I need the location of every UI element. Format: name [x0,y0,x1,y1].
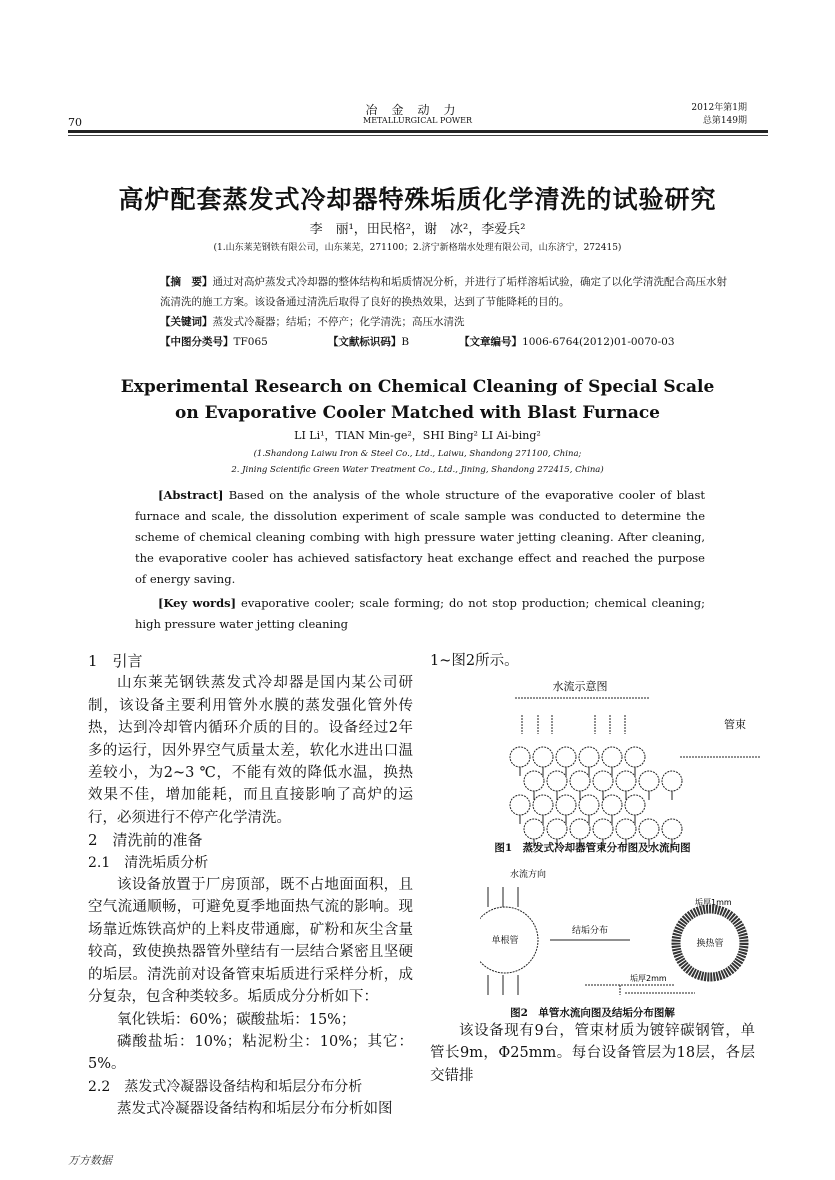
tube-circle [533,795,553,815]
tube-circle [533,747,553,767]
doc-code-label: 【文献标识码】 [327,336,402,348]
tube-circle [556,747,576,767]
authors-en: LI Li¹，TIAN Min-ge²，SHI Bing² LI Ai-bing² [294,429,541,442]
abstract-text: 通过对高炉蒸发式冷却器的整体结构和垢质情况分析，并进行了垢样溶垢试验，确定了以化学清洗配合高压水射流清洗的施工方案。该设备通过清洗后取得了良好的换热效果，达到了节能降耗的目的。 [160,276,727,308]
tube-circle [579,795,599,815]
title-cn: 高炉配套蒸发式冷却器特殊垢质化学清洗的试验研究 [118,185,717,214]
clc-label: 【中图分类号】 [160,336,234,348]
fig1-label-side: 管束 [724,718,746,731]
right-column-bottom [430,1020,755,1087]
section-1-heading: 1 引言 [88,652,143,670]
section-2-1-heading: 2.1 清洗垢质分析 [88,854,209,871]
issue-total: 总第149期 [702,116,747,126]
tube-circle [510,795,530,815]
section-2-2-heading: 2.2 蒸发式冷凝器设备结构和垢层分布分析 [88,1078,363,1095]
abstract-cn [160,272,730,352]
tube-circle [602,747,622,767]
journal-name-cn: 冶金动力 [365,103,470,117]
fig2-label-tube-left: 单根管 [491,936,519,946]
tube-circle [625,795,645,815]
section-1-paragraph: 山东莱芜钢铁蒸发式冷却器是国内某公司研制，该设备主要利用管外水膜的蒸发强化管外传热，达到冷却管内循环介质的目的。设备经过2年多的运行，因外界空气质量太差，软化水进出口温差较小，为2~3 ℃，不能有效的降低水温，换热效果不佳，增加能耗，而且直接影响了高炉的运行，必须进行不停产化学清洗。 [88,675,413,826]
fig2-label-scale2: 垢厚2mm [630,974,667,983]
tube-circle [639,819,659,839]
tube-circle [602,795,622,815]
article-id-value: 1006-6764(2012)01-0070-03 [522,336,675,348]
section-2-1-paragraph: 该设备放置于厂房顶部，既不占地面面积，且空气流通顺畅，可避免夏季地面热气流的影响。现场靠近炼铁高炉的上料皮带通廊，矿粉和灰尘含量较高，致使换热器管外壁结有一层结合紧密且坚硬的垢层。清洗前对设备管束垢质进行采样分析，成分复杂，包含种类较多。垢质成分分析如下： [88,877,413,1006]
keywords-en-text: evaporative cooler; scale forming; do not stop production; chemical cleaning; high pressure water jetting cleaning [135,596,705,631]
fig2-label-arrow: 结垢分布 [571,926,609,936]
title-en-line2: on Evaporative Cooler Matched with Blast Furnace [175,403,660,423]
tube-circle [662,771,682,791]
tube-circle [570,819,590,839]
keywords-text: 蒸发式冷凝器；结垢；不停产；化学清洗；高压水清洗 [212,316,465,328]
journal-name-en: METALLURGICAL POWER [363,116,472,125]
affiliation-en-1: (1.Shandong Laiwu Iron & Steel Co., Ltd., Laiwu, Shandong 271100, China; [253,449,582,459]
figure-2-caption: 图2 单管水流向图及结垢分布图解 [510,1007,675,1019]
abstract-label: 【摘 要】 [160,276,213,288]
figure-1 [480,670,760,850]
affiliation-cn: (1.山东莱芜钢铁有限公司，山东莱芜，271100；2.济宁新格瑞水处理有限公司，山东济宁，272415) [213,243,622,253]
header-rule-thin [68,135,768,136]
left-column [88,650,413,1121]
abstract-en-label: [Abstract] [158,488,224,502]
tube-circle [547,771,567,791]
tube-circle [625,747,645,767]
clc-value: TF065 [233,336,268,348]
tube-circle [570,771,590,791]
tube-circle [616,771,636,791]
page-number: 70 [68,116,82,129]
header-rule [68,130,768,133]
scale-thickness-lines [585,985,695,995]
title-en [0,374,835,426]
keywords-en-label: [Key words] [158,596,237,610]
tube-circle [556,795,576,815]
figure-2 [480,865,750,995]
tube-circle [579,747,599,767]
fig2-label-flow: 水流方向 [510,870,547,880]
scale-composition-2: 磷酸盐垢：10%；粘泥粉尘：10%；其它：5%。 [88,1033,413,1073]
section-2-2-paragraph: 蒸发式冷凝器设备结构和垢层分布分析如图 [117,1101,393,1118]
issue-line: 2012年第1期 [691,103,747,113]
watermark-footer: 万方数据 [68,1154,112,1167]
figure-1-caption: 图1 蒸发式冷却器管束分布图及水流向图 [494,842,691,854]
fig2-label-tube-right: 换热管 [696,939,724,949]
tube-circle [510,747,530,767]
tube-circle [524,819,544,839]
tube-circle [524,771,544,791]
equipment-paragraph: 该设备现有9台，管束材质为镀锌碳钢管，单管长9m，Φ25mm。每台设备管层为18层，各层交错排 [430,1023,755,1084]
fig2-label-scale1: 垢厚1mm [695,898,732,907]
issue-info [691,102,747,128]
authors-cn: 李 丽¹，田民格²，谢 冰²，李爱兵² [309,222,526,237]
fig1-label-top: 水流示意图 [552,680,608,693]
doc-code-value: B [401,336,410,348]
scale-composition-1: 氧化铁垢：60%；碳酸盐垢：15%； [117,1011,356,1028]
abstract-en [135,485,705,635]
tube-circle [616,819,636,839]
title-en-line1: Experimental Research on Chemical Cleaning of Special Scale [120,377,715,397]
tube-circle [662,819,682,839]
section-2-heading: 2 清洗前的准备 [88,831,203,850]
keywords-label: 【关键词】 [160,316,213,328]
affiliation-en-2: 2. Jining Scientific Green Water Treatment Co., Ltd., Jining, Shandong 272415, China) [231,465,604,475]
tube-circle [639,771,659,791]
tube-circle [547,819,567,839]
continuation-text: 1~图2所示。 [430,653,519,669]
tube-circle [593,771,613,791]
tube-circle [593,819,613,839]
article-id-label: 【文章编号】 [459,336,523,348]
abstract-en-text: Based on the analysis of the whole structure of the evaporative cooler of blast furnace and scale, the dissolution experiment of scale sample was conducted to determine the scheme of chemical cleaning combing with high pressure water jetting cleaning. After cleaning, the evaporative cooler has achieved satisfactory heat exchange effect and reached the purpose of energy saving. [135,488,705,586]
